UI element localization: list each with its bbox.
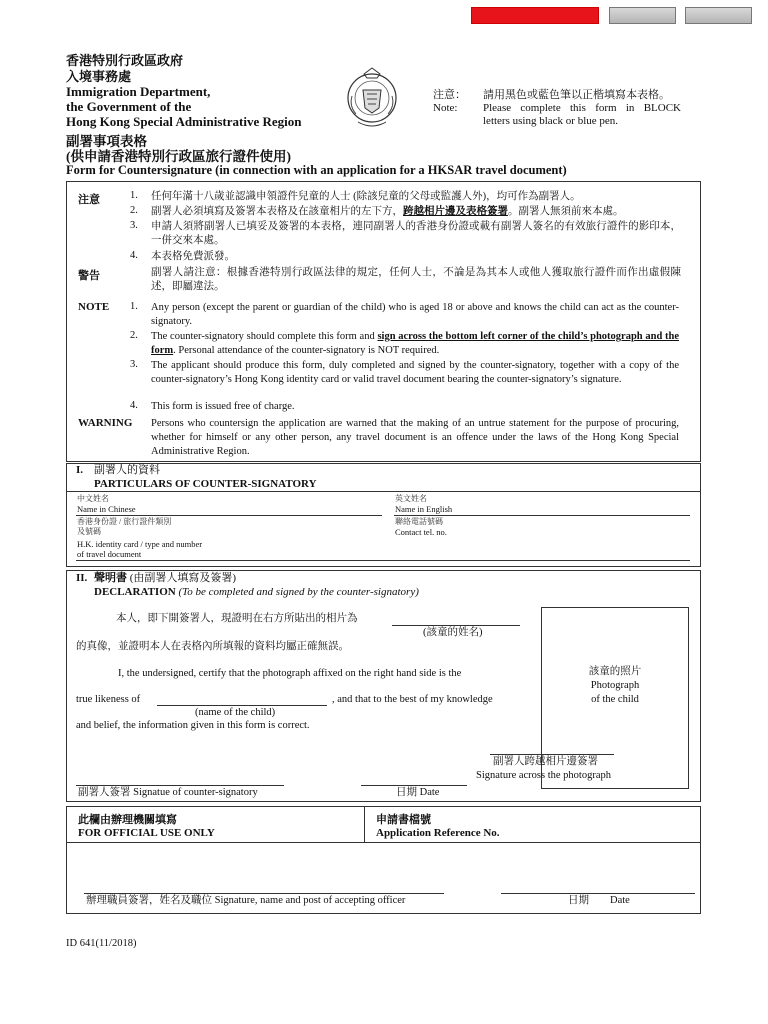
dept-name-en-1: Immigration Department, <box>66 84 211 99</box>
note-cn-text: 請用黑色或藍色筆以正楷填寫本表格。 <box>483 89 670 101</box>
signature-label: 副署人簽署 Signatue of counter-signatory <box>78 787 258 798</box>
section-1-title-en: PARTICULARS OF COUNTER-SIGNATORY <box>94 478 317 490</box>
notes-en-label: NOTE <box>78 301 110 313</box>
notes-cn-label: 注意 <box>78 194 100 206</box>
note-en-3: The applicant should produce this form, duly completed and signed by the counter-signatory, together with a copy of the counter-signatory’s Hong Kong identity card or valid travel document bearing the counter-signatory’s signature. <box>151 360 679 385</box>
signature-across-label-en: Signature across the photograph <box>476 770 612 781</box>
dept-name-cn-1: 香港特別行政區政府 <box>66 53 184 68</box>
name-cn-field[interactable] <box>76 515 382 516</box>
declaration-cn-2: 的真像，並證明本人在表格內所填報的資料均屬正確無誤。 <box>76 641 349 652</box>
name-cn-label-cn: 中文姓名 <box>77 494 109 503</box>
note-en-text-2: letters using black or blue pen. <box>483 115 619 127</box>
photo-caption-en-2: of the child <box>591 694 639 705</box>
official-date-label-en: Date <box>610 895 630 906</box>
declaration-en-2a: true likeness of <box>76 694 141 705</box>
name-cn-label-en: Name in Chinese <box>77 504 136 514</box>
name-en-label-en: Name in English <box>395 504 453 514</box>
note-cn-2: 副署人必須填寫及簽署本表格及在該童相片的左下方，跨越相片邊及表格簽署。副署人無須前來本處。 <box>151 206 624 217</box>
note-num: 4. <box>130 400 138 411</box>
warning-cn-label: 警告 <box>78 270 100 282</box>
official-vertical-divider <box>364 806 365 842</box>
note-num: 3. <box>130 359 138 370</box>
form-title-cn: 副署事項表格 <box>66 134 147 149</box>
official-divider <box>66 842 701 843</box>
note-cn-1: 任何年滿十八歲並認識申領證件兒童的人士 (除該兒童的父母或監護人外)，均可作為副署人。 <box>151 191 581 202</box>
dept-name-en-2: the Government of the <box>66 99 192 114</box>
note-cn-3: 申請人須將副署人已填妥及簽署的本表格，連同副署人的香港身份證或載有副署人簽名的有效旅行證件的影印本，一併交來本處。 <box>151 221 681 246</box>
highlight-fields-button[interactable] <box>471 7 599 24</box>
child-name-en-caption: (name of the child) <box>195 707 276 718</box>
note-num: 3. <box>130 220 138 231</box>
note-en-text-1: Please complete this form in BLOCK <box>483 102 681 114</box>
section-2-num: II. <box>76 572 88 584</box>
section-1-num: I. <box>76 464 84 476</box>
name-en-label-cn: 英文姓名 <box>395 494 427 503</box>
id-label-en-1: H.K. identity card / type and number <box>77 539 203 549</box>
official-date-label-cn: 日期 <box>568 895 589 906</box>
date-label: 日期 Date <box>396 787 440 798</box>
note-num: 4. <box>130 250 138 261</box>
form-id: ID 641(11/2018) <box>66 938 137 949</box>
declaration-cn-1: 本人，即下開簽署人，現證明在右方所貼出的相片為 <box>116 613 358 624</box>
signature-across-label-cn: 副署人跨越相片邊簽署 <box>493 756 598 767</box>
declaration-en-3: and belief, the information given in this form is correct. <box>76 720 310 731</box>
note-en-4: This form is issued free of charge. <box>151 401 295 412</box>
official-title-en: FOR OFFICIAL USE ONLY <box>78 827 215 839</box>
warning-en: Persons who countersign the application are warned that the making of an untrue statement for the purpose of procuring, whether for himself or any other person, any travel document is an offence under the laws of the Hong Kong Special Administrative Region. <box>151 418 679 457</box>
warning-cn: 副署人請注意：根據香港特別行政區法律的規定，任何人士，不論是為其本人或他人獲取旅行證件而作出虛假陳述，即屬違法。 <box>151 267 681 292</box>
note-num: 1. <box>130 301 138 312</box>
note-num: 1. <box>130 190 138 201</box>
id-number-field[interactable] <box>76 560 690 561</box>
tel-label-en: Contact tel. no. <box>395 527 447 537</box>
dept-name-cn-2: 入境事務處 <box>66 69 132 84</box>
official-title-cn: 此欄由辦理機關填寫 <box>78 814 177 826</box>
id-label-cn-1: 香港身份證 / 旅行證件類別 <box>77 517 172 526</box>
note-num: 2. <box>130 205 138 216</box>
declaration-en-2b: , and that to the best of my knowledge <box>332 694 493 705</box>
note-cn-label: 注意： <box>433 89 466 101</box>
note-en-1: Any person (except the parent or guardian of the child) who is aged 18 or above and knows the child can act as the counter-signatory. <box>151 302 679 327</box>
section-1-divider <box>66 491 701 492</box>
form-button-2[interactable] <box>685 7 752 24</box>
officer-signature-label: 辦理職員簽署，姓名及職位 Signature, name and post of accepting officer <box>86 895 406 906</box>
id-label-en-2: of travel document <box>77 549 142 559</box>
dept-name-en-3: Hong Kong Special Administrative Region <box>66 114 302 129</box>
photo-caption-cn: 該童的照片 <box>588 666 642 677</box>
form-button-1[interactable] <box>609 7 676 24</box>
photo-caption-en-1: Photograph <box>590 680 640 691</box>
form-title-cn-sub: (供申請香港特別行政區旅行證件使用) <box>66 149 291 164</box>
immigration-emblem-icon <box>344 66 400 130</box>
child-name-cn-caption: (該童的姓名) <box>423 627 483 638</box>
form-title-en: Form for Countersignature (in connection with an application for a HKSAR travel document) <box>66 163 567 177</box>
official-date-field[interactable] <box>501 893 695 894</box>
id-label-cn-2: 及號碼 <box>77 527 101 536</box>
section-1-title-cn: 副署人的資料 <box>94 464 160 476</box>
note-cn-4: 本表格免費派發。 <box>151 251 235 262</box>
name-en-field[interactable] <box>394 515 690 516</box>
section-2-title-en: DECLARATION (To be completed and signed by the counter-signatory) <box>94 586 419 598</box>
ref-label-en: Application Reference No. <box>376 827 500 839</box>
declaration-en-1: I, the undersigned, certify that the photograph affixed on the right hand side is the <box>118 668 462 679</box>
note-en-2: The counter-signatory should complete this form and sign across the bottom left corner of the child’s photograph and the form. Personal attendance of the counter-signatory is NOT required. <box>151 331 680 356</box>
section-2-title-cn: 聲明書 (由副署人填寫及簽署) <box>94 572 237 584</box>
note-en-label: Note: <box>433 102 458 114</box>
warning-en-label: WARNING <box>78 417 133 429</box>
ref-label-cn: 申請書檔號 <box>376 814 431 826</box>
tel-label-cn: 聯絡電話號碼 <box>395 517 443 526</box>
note-num: 2. <box>130 330 138 341</box>
